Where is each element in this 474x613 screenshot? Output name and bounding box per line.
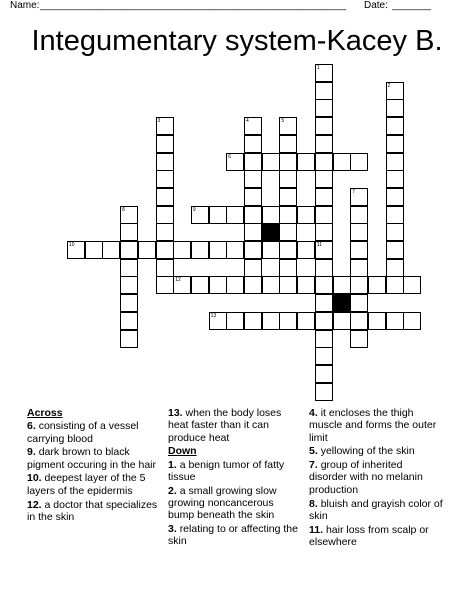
grid-cell[interactable] [333, 276, 351, 294]
clue-text: a small growing slow growing noncancerous bump beneath the skin [168, 484, 277, 522]
cell-number: 6 [228, 153, 232, 160]
grid-cell[interactable] [120, 276, 138, 294]
clue-number: 9. [27, 446, 36, 459]
grid-cell[interactable] [156, 206, 174, 224]
grid-cell[interactable] [386, 188, 404, 206]
grid-cell[interactable] [244, 259, 262, 277]
across-heading: Across [27, 407, 63, 419]
grid-cell[interactable] [191, 276, 209, 294]
grid-cell[interactable] [244, 170, 262, 188]
clue-text: bluish and grayish color of skin [309, 497, 443, 522]
grid-cell[interactable] [350, 276, 368, 294]
clue-number: 4. [309, 407, 318, 419]
grid-cell[interactable] [350, 153, 368, 171]
grid-cell[interactable] [386, 223, 404, 241]
grid-cell[interactable] [315, 312, 333, 330]
grid-cell[interactable] [386, 135, 404, 153]
grid-cell[interactable] [315, 347, 333, 365]
black-square [262, 223, 280, 241]
grid-cell[interactable] [209, 312, 227, 330]
grid-cell[interactable] [262, 153, 280, 171]
grid-cell[interactable] [209, 276, 227, 294]
clues-column-1 [27, 407, 163, 525]
clues-column-3 [309, 407, 443, 550]
clue-down-11 [309, 524, 443, 549]
grid-cell[interactable] [226, 206, 244, 224]
grid-cell[interactable] [279, 312, 297, 330]
grid-cell[interactable] [138, 241, 156, 259]
grid-cell[interactable] [244, 312, 262, 330]
clue-down-4 [309, 407, 443, 444]
black-square [333, 294, 351, 312]
grid-cell[interactable] [350, 294, 368, 312]
cell-number: 3 [157, 118, 161, 125]
clue-number: 12. [27, 498, 42, 511]
name-label: Name: [10, 0, 40, 11]
clue-number: 2. [168, 484, 177, 497]
grid-cell[interactable] [315, 223, 333, 241]
clue-text: group of inherited disorder with no melanin production [309, 459, 423, 496]
grid-cell[interactable] [297, 241, 315, 259]
grid-cell[interactable] [156, 135, 174, 153]
grid-cell[interactable] [368, 312, 386, 330]
clue-number: 5. [309, 445, 318, 458]
grid-cell[interactable] [244, 135, 262, 153]
clue-down-5 [309, 445, 443, 457]
puzzle-title: Integumentary system-Kacey B. [31, 25, 443, 57]
clue-down-3 [168, 523, 302, 548]
grid-cell[interactable] [315, 170, 333, 188]
grid-cell[interactable] [403, 312, 421, 330]
grid-cell[interactable] [120, 206, 138, 224]
grid-cell[interactable] [386, 99, 404, 117]
cell-number: 13 [210, 312, 217, 319]
grid-cell[interactable] [244, 241, 262, 259]
grid-cell[interactable] [315, 294, 333, 312]
grid-cell[interactable] [386, 170, 404, 188]
clue-number: 10. [27, 472, 42, 485]
grid-cell[interactable] [279, 259, 297, 277]
grid-cell[interactable] [244, 117, 262, 135]
grid-cell[interactable] [156, 170, 174, 188]
grid-cell[interactable] [297, 276, 315, 294]
grid-cell[interactable] [279, 170, 297, 188]
cell-number: 8 [122, 206, 125, 213]
grid-cell[interactable] [173, 276, 191, 294]
grid-cell[interactable] [191, 206, 209, 224]
grid-cell[interactable] [279, 153, 297, 171]
clue-down-1 [168, 459, 302, 484]
clue-number: 3. [168, 523, 177, 536]
grid-cell[interactable] [315, 241, 333, 259]
grid-cell[interactable] [120, 294, 138, 312]
clue-text: deepest layer of the 5 layers of the epidermis [27, 472, 146, 497]
clue-down-7 [309, 459, 443, 496]
grid-cell[interactable] [226, 276, 244, 294]
grid-cell[interactable] [297, 312, 315, 330]
clue-text: a benign tumor of fatty tissue [168, 458, 285, 483]
grid-cell[interactable] [350, 259, 368, 277]
date-label: Date: [364, 0, 388, 11]
grid-cell[interactable] [279, 206, 297, 224]
grid-cell[interactable] [315, 64, 333, 82]
grid-cell[interactable] [386, 117, 404, 135]
clue-number: 11. [309, 523, 324, 536]
grid-cell[interactable] [350, 330, 368, 348]
grid-cell[interactable] [279, 276, 297, 294]
grid-cell[interactable] [279, 135, 297, 153]
clue-number: 7. [309, 459, 318, 472]
down-heading: Down [168, 445, 197, 458]
grid-cell[interactable] [191, 241, 209, 259]
clue-down-2 [168, 485, 302, 522]
clue-text: relating to or affecting the skin [168, 523, 298, 548]
grid-cell[interactable] [315, 365, 333, 383]
date-line[interactable]: _______ [392, 0, 431, 11]
grid-cell[interactable] [350, 206, 368, 224]
grid-cell[interactable] [156, 188, 174, 206]
clue-down-8 [309, 498, 443, 523]
clue-number: 8. [309, 497, 318, 510]
clue-text: dark brown to black pigment occuring in the hair [27, 446, 156, 471]
grid-cell[interactable] [262, 241, 280, 259]
grid-cell[interactable] [315, 259, 333, 277]
grid-cell[interactable] [209, 206, 227, 224]
cell-number: 5 [281, 118, 285, 125]
grid-cell[interactable] [120, 259, 138, 277]
grid-cell[interactable] [120, 241, 138, 259]
clue-text: yellowing of the skin [320, 445, 415, 458]
grid-cell[interactable] [102, 241, 120, 259]
grid-cell[interactable] [368, 276, 386, 294]
grid-cell[interactable] [262, 206, 280, 224]
grid-cell[interactable] [244, 276, 262, 294]
clue-text: hair loss from scalp or elsewhere [309, 523, 429, 548]
cell-number: 2 [387, 82, 391, 89]
grid-cell[interactable] [156, 153, 174, 171]
grid-cell[interactable] [279, 188, 297, 206]
grid-cell[interactable] [350, 223, 368, 241]
grid-cell[interactable] [386, 82, 404, 100]
grid-cell[interactable] [156, 276, 174, 294]
grid-cell[interactable] [226, 153, 244, 171]
cell-number: 4 [246, 118, 249, 125]
grid-cell[interactable] [333, 312, 351, 330]
grid-cell[interactable] [350, 188, 368, 206]
grid-cell[interactable] [315, 153, 333, 171]
grid-cell[interactable] [386, 241, 404, 259]
cell-number: 7 [352, 188, 355, 195]
cell-number: 9 [192, 206, 196, 213]
grid-cell[interactable] [85, 241, 103, 259]
grid-cell[interactable] [156, 241, 174, 259]
grid-cell[interactable] [209, 241, 227, 259]
grid-cell[interactable] [279, 241, 297, 259]
name-line[interactable]: _______________________________________________________ [40, 0, 346, 11]
grid-cell[interactable] [262, 276, 280, 294]
grid-cell[interactable] [297, 153, 315, 171]
grid-cell[interactable] [173, 241, 191, 259]
grid-cell[interactable] [120, 312, 138, 330]
grid-cell[interactable] [315, 276, 333, 294]
grid-cell[interactable] [333, 153, 351, 171]
cell-number: 12 [175, 277, 181, 284]
clue-text: a doctor that specializes in the skin [27, 498, 158, 523]
grid-cell[interactable] [315, 188, 333, 206]
grid-cell[interactable] [156, 117, 174, 135]
clue-across-9 [27, 446, 163, 471]
grid-cell[interactable] [386, 153, 404, 171]
clue-text: when the body loses heat faster than it can produce heat [168, 407, 282, 444]
grid-cell[interactable] [403, 276, 421, 294]
grid-cell[interactable] [156, 223, 174, 241]
cell-number: 10 [69, 242, 75, 248]
clue-number: 1. [168, 458, 177, 471]
grid-cell[interactable] [120, 330, 138, 348]
grid-cell[interactable] [386, 206, 404, 224]
clue-number: 6. [27, 420, 36, 433]
grid-cell[interactable] [244, 153, 262, 171]
grid-cell[interactable] [262, 312, 280, 330]
clue-text: it encloses the thigh muscle and forms the outer limit [309, 407, 437, 444]
clue-across-10 [27, 472, 163, 497]
grid-cell[interactable] [315, 383, 333, 401]
grid-cell[interactable] [386, 312, 404, 330]
grid-cell[interactable] [386, 259, 404, 277]
grid-cell[interactable] [244, 223, 262, 241]
clue-across-12 [27, 499, 163, 524]
clues-column-2 [168, 407, 302, 549]
grid-cell[interactable] [120, 223, 138, 241]
grid-cell[interactable] [297, 206, 315, 224]
cell-number: 1 [316, 65, 320, 71]
grid-cell[interactable] [315, 82, 333, 100]
grid-cell[interactable] [279, 223, 297, 241]
grid-cell[interactable] [244, 206, 262, 224]
cell-number: 11 [316, 242, 322, 248]
grid-cell[interactable] [315, 99, 333, 117]
clue-number: 13. [168, 407, 183, 419]
grid-cell[interactable] [315, 330, 333, 348]
grid-cell[interactable] [315, 206, 333, 224]
grid-cell[interactable] [244, 188, 262, 206]
grid-cell[interactable] [156, 259, 174, 277]
grid-cell[interactable] [386, 276, 404, 294]
grid-cell[interactable] [350, 241, 368, 259]
clue-across-13 [168, 407, 302, 444]
clue-text: consisting of a vessel carrying blood [27, 420, 139, 445]
grid-cell[interactable] [315, 135, 333, 153]
clue-across-6 [27, 420, 163, 445]
grid-cell[interactable] [67, 241, 85, 259]
grid-cell[interactable] [226, 241, 244, 259]
grid-cell[interactable] [350, 312, 368, 330]
grid-cell[interactable] [226, 312, 244, 330]
grid-cell[interactable] [279, 117, 297, 135]
grid-cell[interactable] [315, 117, 333, 135]
